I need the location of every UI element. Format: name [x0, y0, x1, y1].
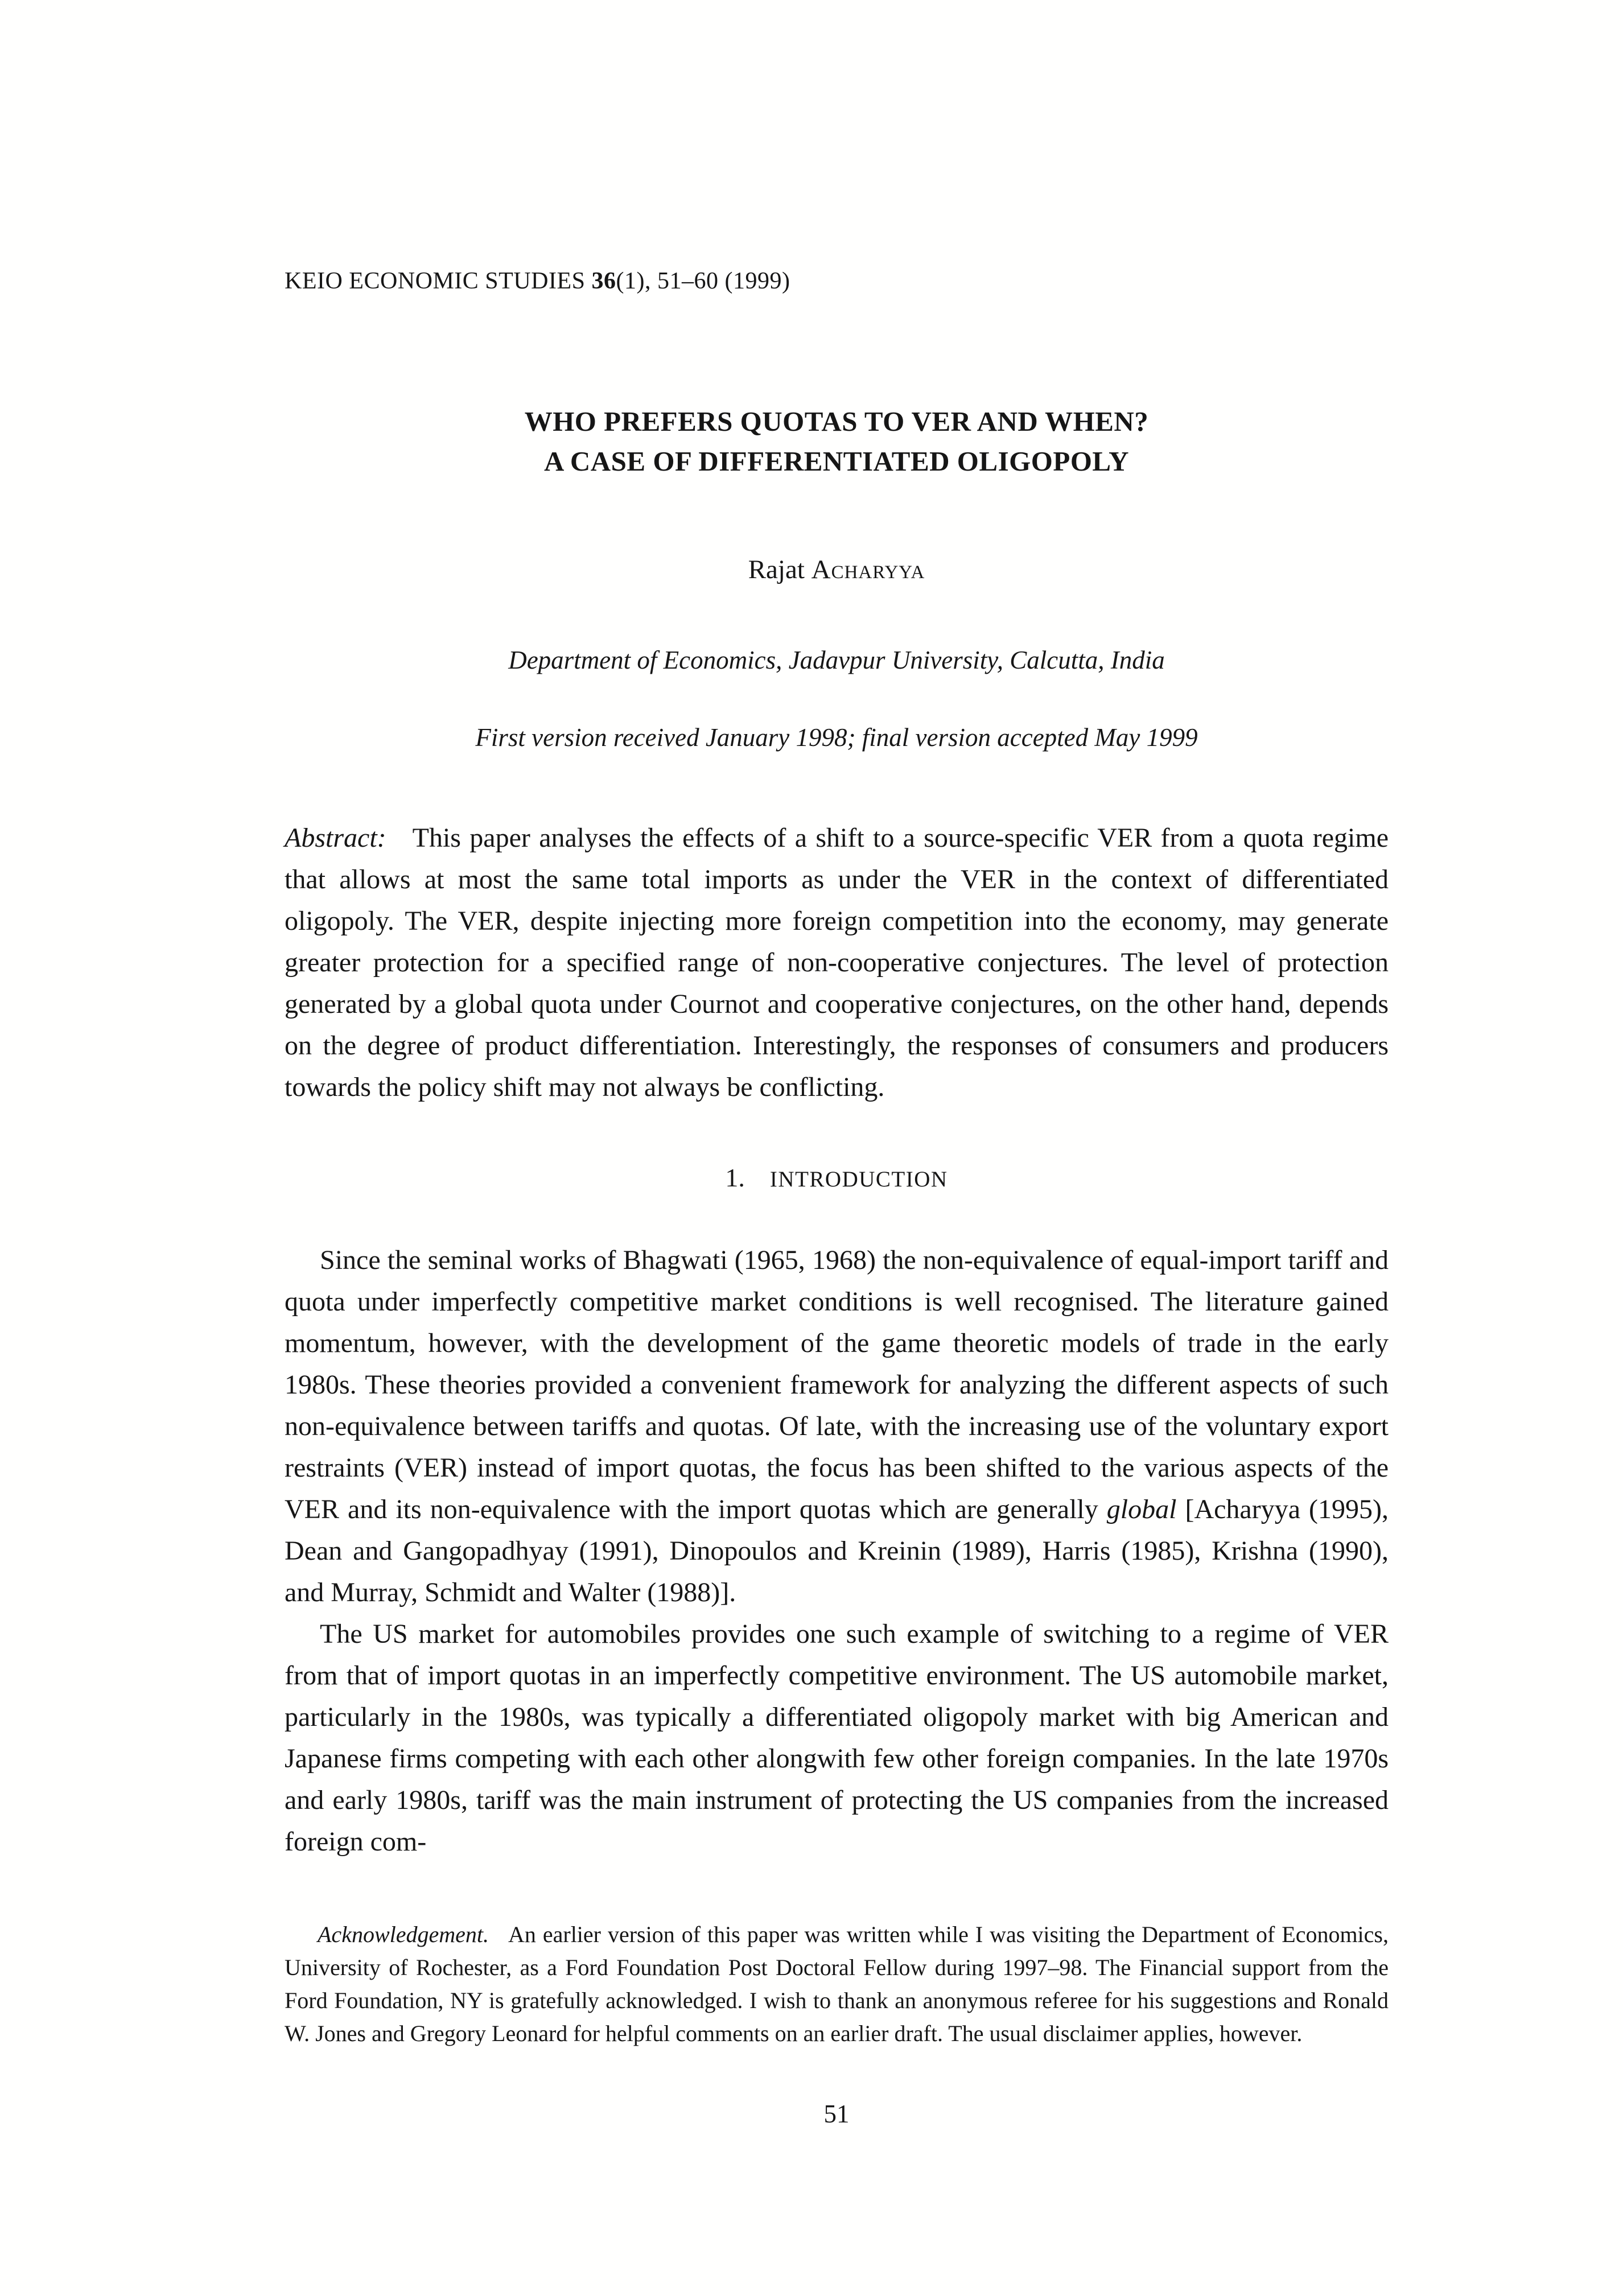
footnote-text: An earlier version of this paper was written while I was visiting the Department of Economics, University of Rochester, as a Ford Foundation Post Doctoral Fellow during 1997–98. The Financial support from the Ford Foundation, NY is gratefully acknowledged. I wish to thank an anonymous referee for his suggestions and Ronald W. Jones and Gregory Leonard for helpful comments on an earlier draft. The usual disclaimer applies, however.	[285, 1922, 1389, 2046]
author-first-name: Rajat	[748, 555, 812, 584]
paper-title-line1: WHO PREFERS QUOTAS TO VER AND WHEN?	[524, 406, 1149, 437]
paragraph-1-emphasis: global	[1106, 1494, 1177, 1524]
footnote-label: Acknowledgement.	[318, 1922, 489, 1947]
author-line	[285, 554, 1389, 585]
abstract	[285, 817, 1389, 1108]
journal-header	[285, 266, 1389, 296]
affiliation: Department of Economics, Jadavpur University, Calcutta, India	[508, 646, 1165, 674]
section-title: INTRODUCTION	[769, 1167, 948, 1192]
acknowledgement-footnote	[285, 1918, 1389, 2050]
journal-issue-pages: (1), 51–60 (1999)	[616, 268, 790, 294]
journal-volume: 36	[591, 268, 616, 294]
paragraph-1-citations: [Acharyya (1995), Dean and Gangopadhyay (1991), Dinopoulos and Kreinin (1989), Harris (1985), Krishna (1990), and Murray, Schmidt and Walter (1988)].	[285, 1494, 1389, 1607]
paragraph-1	[285, 1239, 1389, 1613]
paper-title-line2: A CASE OF DIFFERENTIATED OLIGOPOLY	[543, 446, 1130, 477]
section-number: 1.	[725, 1163, 745, 1192]
paragraph-2: The US market for automobiles provides one such example of switching to a regime of VER from that of import quotas in an imperfectly competitive environment. The US automobile market, particularly in the 1980s, was typically a differentiated oligopoly market with big American and Japanese firms competing with each other alongwith few other foreign companies. In the late 1970s and early 1980s, tariff was the main instrument of protecting the US companies from the increased foreign com-	[285, 1619, 1389, 1857]
section-heading-introduction	[285, 1163, 1389, 1193]
author-last-name: Acharyya	[811, 555, 925, 584]
abstract-text: This paper analyses the effects of a shift to a source-specific VER from a quota regime that allows at most the same total imports as under the VER in the context of differentiated oligopoly. The VER, despite injecting more foreign competition into the economy, may generate greater protection for a specified range of non-cooperative conjectures. The level of protection generated by a global quota under Cournot and cooperative conjectures, on the other hand, depends on the degree of product differentiation. Interestingly, the responses of consumers and producers towards the policy shift may not always be conflicting.	[285, 823, 1389, 1102]
received-dates: First version received January 1998; final version accepted May 1999	[475, 723, 1198, 752]
abstract-label: Abstract:	[285, 823, 386, 853]
page-number: 51	[823, 2100, 850, 2128]
paragraph-1-text: Since the seminal works of Bhagwati (1965, 1968) the non-equivalence of equal-import tariff and quota under imperfectly competitive market conditions is well recognised. The literature gained momentum, however, with the development of the game theoretic models of trade in the early 1980s. These theories provided a convenient framework for analyzing the different aspects of such non-equivalence between tariffs and quotas. Of late, with the increasing use of the voluntary export restraints (VER) instead of import quotas, the focus has been shifted to the various aspects of the VER and its non-equivalence with the import quotas which are generally	[285, 1245, 1389, 1524]
journal-name: KEIO ECONOMIC STUDIES	[285, 268, 592, 294]
paper-title	[285, 402, 1389, 481]
